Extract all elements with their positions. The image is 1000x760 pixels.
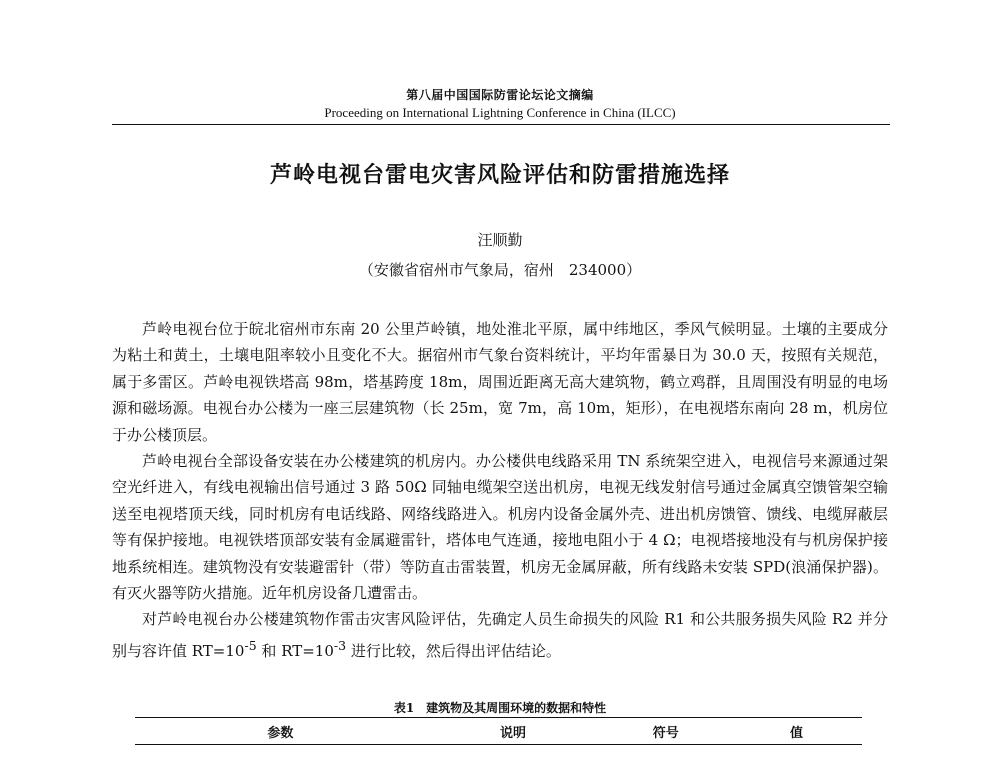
col-header-param: 参数 <box>135 718 426 745</box>
col-header-value: 值 <box>731 718 862 745</box>
table-caption: 表1 建筑物及其周围环境的数据和特性 <box>393 701 607 715</box>
table-header-row <box>135 718 862 745</box>
journal-header <box>110 86 890 122</box>
data-table <box>135 717 862 745</box>
paragraph-3-part-c: 进行比较，然后得出评估结论。 <box>346 641 561 660</box>
exponent-2: -3 <box>333 637 347 653</box>
paragraph-1: 芦岭电视台位于皖北宿州市东南 20 公里芦岭镇，地处淮北平原，属中纬地区，季风气候明显。土壤的主要成分为粘土和黄土，土壤电阻率较小且变化不大。据宿州市气象台资料统计，平均年雷暴日为 30.0 天，按照有关规范，属于多雷区。芦岭电视铁塔高 98m，塔基跨度 18m，周围近距离无高大建筑物，鹤立鸡群，且周围没有明显的电场源和磁场源。电视台办公楼为一座三层建筑物（长 25m，宽 7m，高 10m，矩形），在电视塔东南向 28 m，机房位于办公楼顶层。 <box>112 320 888 444</box>
paper-title: 芦岭电视台雷电灾害风险评估和防雷措施选择 <box>269 162 730 188</box>
col-header-desc: 说明 <box>426 718 600 745</box>
journal-header-en: Proceeding on International Lightning Conference in China (ILCC) <box>324 105 676 120</box>
header-rule <box>112 124 890 125</box>
paragraph-2: 芦岭电视台全部设备安装在办公楼建筑的机房内。办公楼供电线路采用 TN 系统架空进入，电视信号来源通过架空光纤进入，有线电视输出信号通过 3 路 50Ω 同轴电缆架空送出机房，电视无线发射信号通过金属真空馈管架空输送至电视塔顶天线，同时机房有电话线路、网络线路进入。机房内设备金属外壳、进出机房馈管、馈线、电缆屏蔽层等有保护接地。电视铁塔顶部安装有金属避雷针，塔体电气连通，接地电阻小于 4 Ω；电视塔接地没有与机房保护接地系统相连。建筑物没有安装避雷针（带）等防直击雷装置，机房无金属屏蔽，所有线路未安装 SPD(浪涌保护器)。有灭火器等防火措施。近年机房设备几遭雷击。 <box>112 452 888 603</box>
paragraph-3 <box>112 606 888 664</box>
journal-header-cn: 第八届中国国际防雷论坛论文摘编 <box>406 88 594 102</box>
exponent-1: -5 <box>244 637 257 653</box>
paragraph-3-part-b: 和 RT=10 <box>256 641 334 660</box>
paper-affiliation: （安徽省宿州市气象局，宿州 234000） <box>358 261 642 279</box>
paragraph-3-part-a: 对芦岭电视台办公楼建筑物作雷击灾害风险评估，先确定人员生命损失的风险 R1 和公共服务损失风险 R2 并分别与容许值 RT=10 <box>112 610 888 660</box>
paper-author: 汪顺勤 <box>477 231 523 249</box>
col-header-symbol: 符号 <box>600 718 731 745</box>
body-text <box>112 316 888 664</box>
